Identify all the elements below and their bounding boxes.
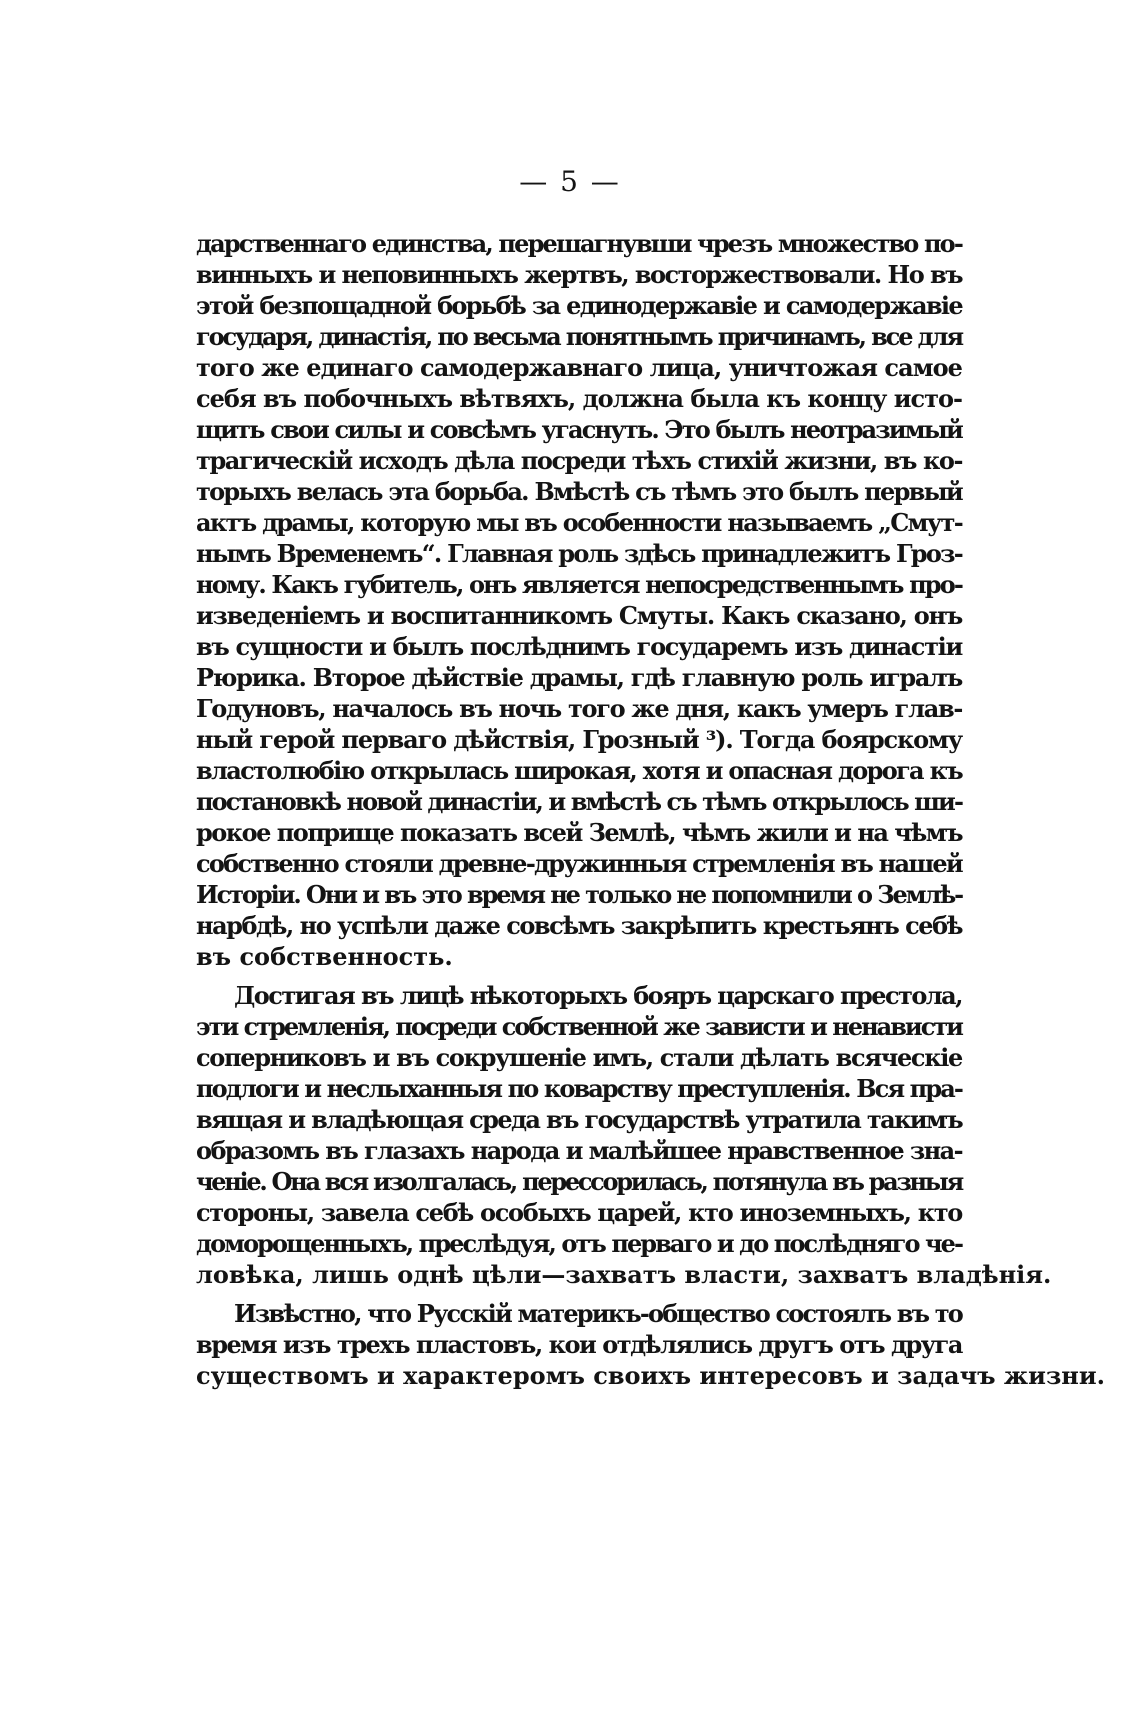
paragraph-2 <box>196 980 1052 1290</box>
text-line: въ собственность. <box>196 942 453 971</box>
text-line: ченіе. Она вся изолгалась, перессорилась, потянула въ разныя <box>196 1167 963 1196</box>
text-line: властолюбію открылась широкая, хотя и опасная дорога къ <box>196 756 962 785</box>
paragraph-3 <box>196 1298 1105 1391</box>
text-line: постановкѣ новой династіи, и вмѣстѣ съ тѣмъ открылось ши- <box>196 787 962 816</box>
page-number: — 5 — <box>519 165 621 198</box>
text-line: эти стремленія, посреди собственной же зависти и ненависти <box>196 1012 962 1041</box>
text-line: государя, династія, по весьма понятнымъ причинамъ, все для <box>196 322 963 351</box>
text-line: Извѣстно, что Русскій материкъ-общество состоялъ въ то <box>234 1299 962 1328</box>
text-line: ловѣка, лишь однѣ цѣли—захватъ власти, захватъ владѣнія. <box>196 1260 1052 1289</box>
text-line: нарбдѣ, но успѣли даже совсѣмъ закрѣпить крестьянъ себѣ <box>196 911 962 940</box>
text-line: винныхъ и неповинныхъ жертвъ, восторжествовали. Но въ <box>196 260 962 289</box>
text-line: того же единаго самодержавнаго лица, уничтожая самое <box>196 353 963 382</box>
text-line: Исторіи. Они и въ это время не только не попомнили о Землѣ- <box>196 880 963 909</box>
paragraph-1 <box>196 228 962 972</box>
body-text <box>196 228 1105 1391</box>
text-line: доморощенныхъ, преслѣдуя, отъ перваго и до послѣдняго че- <box>196 1229 962 1258</box>
text-line: этой безпощадной борьбѣ за единодержавіе и самодержавіе <box>196 291 962 320</box>
text-line: подлоги и неслыханныя по коварству преступленія. Вся пра- <box>196 1074 962 1103</box>
text-line: образомъ въ глазахъ народа и малѣйшее нравственное зна- <box>196 1136 962 1165</box>
text-line: нымъ Временемъ“. Главная роль здѣсь принадлежитъ Гроз- <box>196 539 962 568</box>
text-line: Достигая въ лицѣ нѣкоторыхъ бояръ царскаго престола, <box>234 981 962 1010</box>
text-line: собственно стояли древне-дружинныя стремленія въ нашей <box>196 849 963 878</box>
text-line: изведеніемъ и воспитанникомъ Смуты. Какъ сказано, онъ <box>196 601 962 630</box>
text-line: ному. Какъ губитель, онъ является непосредственнымъ про- <box>196 570 962 599</box>
text-line: стороны, завела себѣ особыхъ царей, кто иноземныхъ, кто <box>196 1198 962 1227</box>
text-line: вящая и владѣющая среда въ государствѣ утратила такимъ <box>196 1105 962 1134</box>
text-line: время изъ трехъ пластовъ, кои отдѣлялись другъ отъ друга <box>196 1330 962 1359</box>
text-line: себя въ побочныхъ вѣтвяхъ, должна была къ концу исто- <box>196 384 963 413</box>
text-line: щить свои силы и совсѣмъ угаснуть. Это былъ неотразимый <box>196 415 962 444</box>
text-line: въ сущности и былъ послѣднимъ государемъ изъ династіи <box>196 632 962 661</box>
text-line: трагическій исходъ дѣла посреди тѣхъ стихій жизни, въ ко- <box>196 446 962 475</box>
text-line: дарственнаго единства, перешагнувши чрезъ множество по- <box>196 229 962 258</box>
text-line: ный герой перваго дѣйствія, Грозный ³). Тогда боярскому <box>196 725 962 754</box>
text-line: Рюрика. Второе дѣйствіе драмы, гдѣ главную роль игралъ <box>196 663 963 692</box>
text-line: торыхъ велась эта борьба. Вмѣстѣ съ тѣмъ это былъ первый <box>196 477 962 506</box>
text-line: существомъ и характеромъ своихъ интересовъ и задачъ жизни. <box>196 1361 1105 1390</box>
text-line: рокое поприще показать всей Землѣ, чѣмъ жили и на чѣмъ <box>196 818 962 847</box>
text-line: Годуновъ, началось въ ночь того же дня, какъ умеръ глав- <box>196 694 963 723</box>
text-line: соперниковъ и въ сокрушеніе имъ, стали дѣлать всяческіе <box>196 1043 962 1072</box>
text-line: актъ драмы, которую мы въ особенности называемъ „Смут- <box>196 508 963 537</box>
